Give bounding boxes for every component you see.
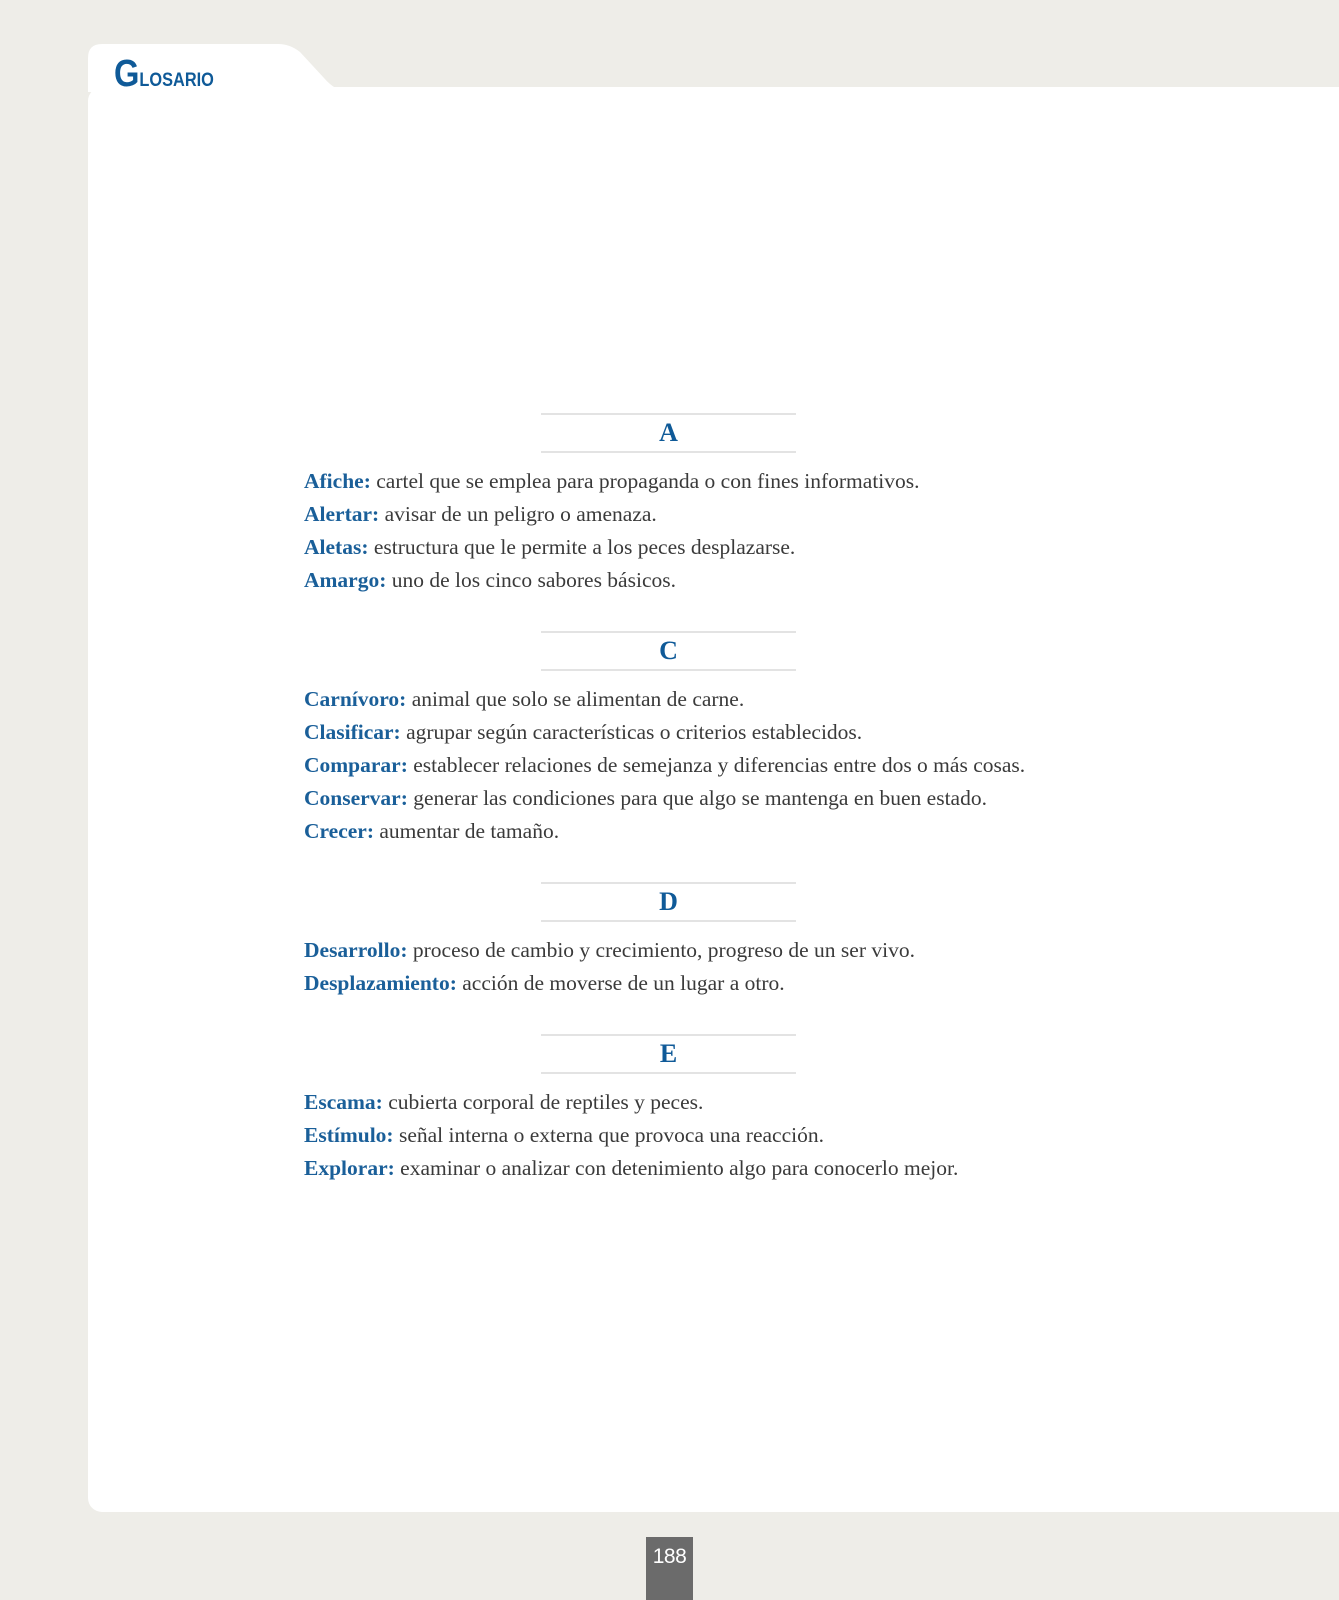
- entry-term: Crecer:: [304, 819, 375, 843]
- glossary-entry: [304, 967, 1204, 1000]
- page-number-box: [646, 1537, 693, 1600]
- page-title-initial: G: [114, 53, 140, 95]
- glossary-section-a: [304, 413, 1204, 597]
- entry-term: Conservar:: [304, 786, 408, 810]
- page-title: [114, 50, 214, 101]
- glossary-entry: [304, 1086, 1204, 1119]
- entry-list: [304, 683, 1204, 848]
- glossary-entry: [304, 1119, 1204, 1152]
- section-letter: C: [541, 631, 796, 671]
- entry-definition: cubierta corporal de reptiles y peces.: [382, 1090, 704, 1114]
- entry-list: [304, 934, 1204, 1000]
- glossary-section-e: [304, 1034, 1204, 1185]
- glossary-entry: [304, 683, 1204, 716]
- entry-term: Explorar:: [304, 1156, 395, 1180]
- entry-definition: examinar o analizar con detenimiento algo para conocerlo mejor.: [394, 1156, 959, 1180]
- entry-term: Clasificar:: [304, 720, 401, 744]
- entry-term: Alertar:: [304, 502, 380, 526]
- entry-definition: señal interna o externa que provoca una reacción.: [393, 1123, 824, 1147]
- entry-term: Aletas:: [304, 535, 369, 559]
- entry-definition: generar las condiciones para que algo se mantenga en buen estado.: [407, 786, 987, 810]
- entry-definition: aumentar de tamaño.: [374, 819, 560, 843]
- entry-definition: proceso de cambio y crecimiento, progreso de un ser vivo.: [407, 938, 915, 962]
- section-letter: A: [541, 413, 796, 453]
- glossary-entry: [304, 1152, 1204, 1185]
- entry-term: Amargo:: [304, 568, 387, 592]
- entry-term: Carnívoro:: [304, 687, 407, 711]
- entry-term: Escama:: [304, 1090, 383, 1114]
- entry-definition: agrupar según características o criterios establecidos.: [400, 720, 863, 744]
- glossary-entry: [304, 782, 1204, 815]
- entry-term: Estímulo:: [304, 1123, 394, 1147]
- entry-definition: avisar de un peligro o amenaza.: [379, 502, 657, 526]
- entry-term: Comparar:: [304, 753, 408, 777]
- glossary-entry: [304, 531, 1204, 564]
- glossary-entry: [304, 465, 1204, 498]
- page-title-rest: losario: [139, 62, 214, 92]
- page-number: 188: [652, 1545, 687, 1568]
- entry-term: Desarrollo:: [304, 938, 408, 962]
- entry-list: [304, 1086, 1204, 1185]
- entry-term: Afiche:: [304, 469, 371, 493]
- glossary-entry: [304, 934, 1204, 967]
- entry-definition: estructura que le permite a los peces desplazarse.: [368, 535, 796, 559]
- section-letter: E: [541, 1034, 796, 1074]
- entry-definition: cartel que se emplea para propaganda o con fines informativos.: [370, 469, 920, 493]
- glossary-section-c: [304, 631, 1204, 848]
- entry-term: Desplazamiento:: [304, 971, 457, 995]
- entry-definition: animal que solo se alimentan de carne.: [406, 687, 745, 711]
- glossary-section-d: [304, 882, 1204, 1000]
- entry-definition: establecer relaciones de semejanza y diferencias entre dos o más cosas.: [407, 753, 1026, 777]
- glossary-entry: [304, 815, 1204, 848]
- entry-list: [304, 465, 1204, 597]
- glossary-content: [304, 413, 1204, 1219]
- entry-definition: uno de los cinco sabores básicos.: [386, 568, 676, 592]
- glossary-entry: [304, 716, 1204, 749]
- glossary-entry: [304, 498, 1204, 531]
- glossary-entry: [304, 564, 1204, 597]
- section-letter: D: [541, 882, 796, 922]
- entry-definition: acción de moverse de un lugar a otro.: [456, 971, 785, 995]
- glossary-entry: [304, 749, 1204, 782]
